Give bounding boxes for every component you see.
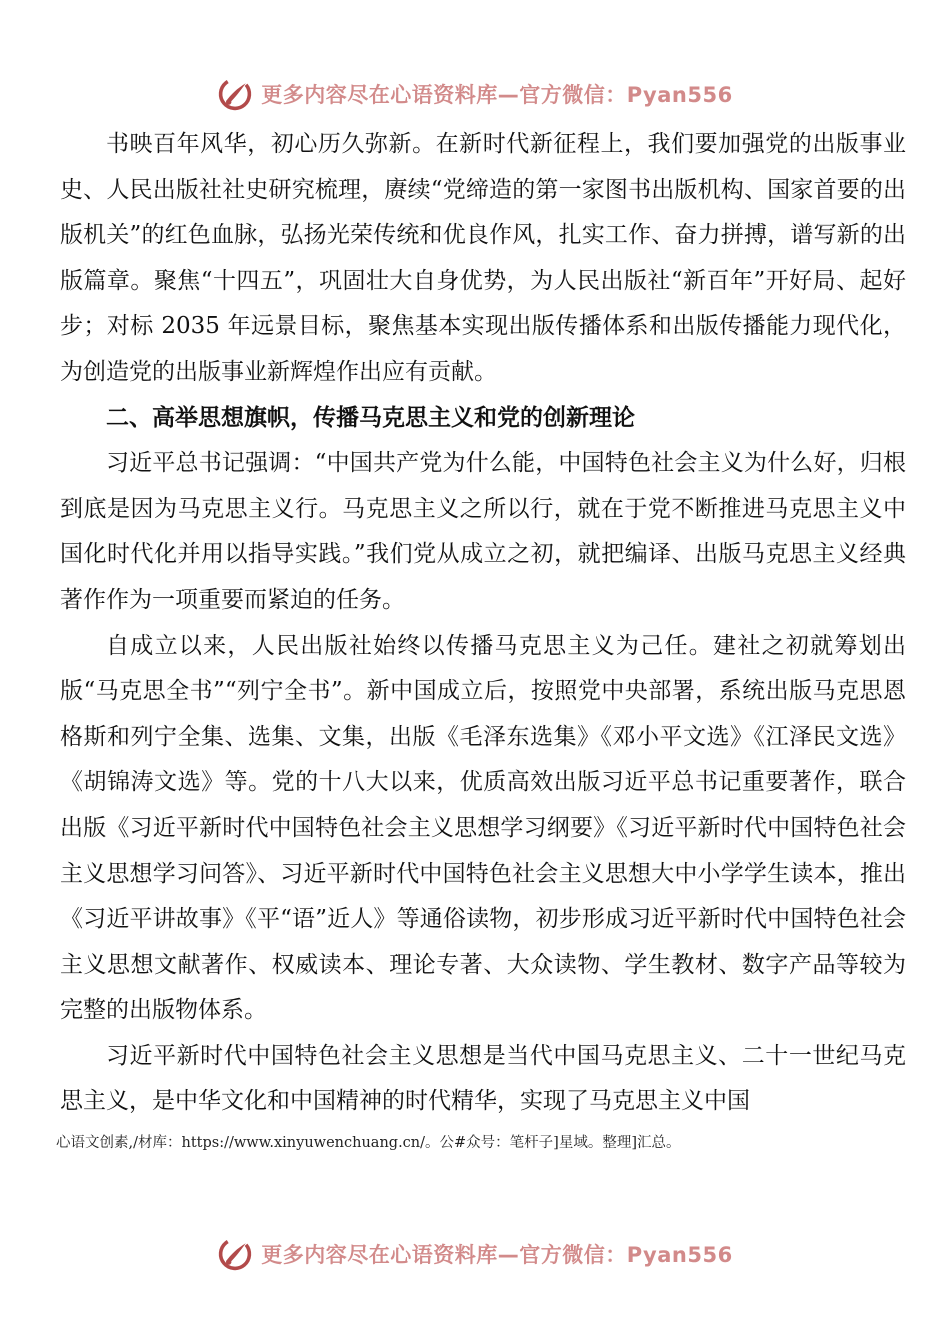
paragraph: 自成立以来，人民出版社始终以传播马克思主义为己任。建社之初就筹划出版“马克思全书”“列宁全书”。新中国成立后，按照党中央部署，系统出版马克思恩格斯和列宁全集、选集、文集，出版《毛泽东选集》《邓小平文选》《江泽民文选》《胡锦涛文选》等。党的十八大以来，优质高效出版习近平总书记重要著作，联合出版《习近平新时代中国特色社会主义思想学习纲要》《习近平新时代中国特色社会主义思想学习问答》、习近平新时代中国特色社会主义思想大中小学学生读本，推出《习近平讲故事》《平“语”近人》等通俗读物，初步形成习近平新时代中国特色社会主义思想文献著作、权威读本、理论专著、大众读物、学生教材、数字产品等较为完整的出版物体系。: [60, 632, 906, 1024]
footer-banner: [0, 1232, 950, 1276]
document-body: [60, 122, 906, 1125]
paragraph: 习近平总书记强调：“中国共产党为什么能，中国特色社会主义为什么好，归根到底是因为马克思主义行。马克思主义之所以行，就在于党不断推进马克思主义中国化时代化并用以指导实践。”我们党从成立之初，就把编译、出版马克思主义经典著作作为一项重要而紧迫的任务。: [60, 450, 906, 613]
paragraph: 习近平新时代中国特色社会主义思想是当代中国马克思主义、二十一世纪马克思主义，是中华文化和中国精神的时代精华，实现了马克思主义中国: [60, 1042, 906, 1115]
brush-logo-icon: [217, 1236, 253, 1272]
brush-logo-icon: [217, 76, 253, 112]
paragraph: 书映百年风华，初心历久弥新。在新时代新征程上，我们要加强党的出版事业史、人民出版社社史研究梳理，赓续“党缔造的第一家图书出版机构、国家首要的出版机关”的红色血脉，弘扬光荣传统和优良作风，扎实工作、奋力拼搏，谱写新的出版篇章。聚焦“十四五”，巩固壮大自身优势，为人民出版社“新百年”开好局、起好步；对标 2035 年远景目标，聚焦基本实现出版传播体系和出版传播能力现代化，为创造党的出版事业新辉煌作出应有贡献。: [60, 131, 906, 385]
header-banner: [0, 72, 950, 116]
footer-banner-text: 更多内容尽在心语资料库—官方微信：Pyan556: [261, 1243, 733, 1267]
header-banner-text: 更多内容尽在心语资料库—官方微信：Pyan556: [261, 83, 733, 107]
footer-source-note: 心语文创素,/材库：https://www.xinyuwenchuang.cn/。公#众号：笔杆子]星域。整理]汇总。: [56, 1135, 681, 1151]
section-heading: 二、高举思想旗帜，传播马克思主义和党的创新理论: [106, 404, 635, 431]
